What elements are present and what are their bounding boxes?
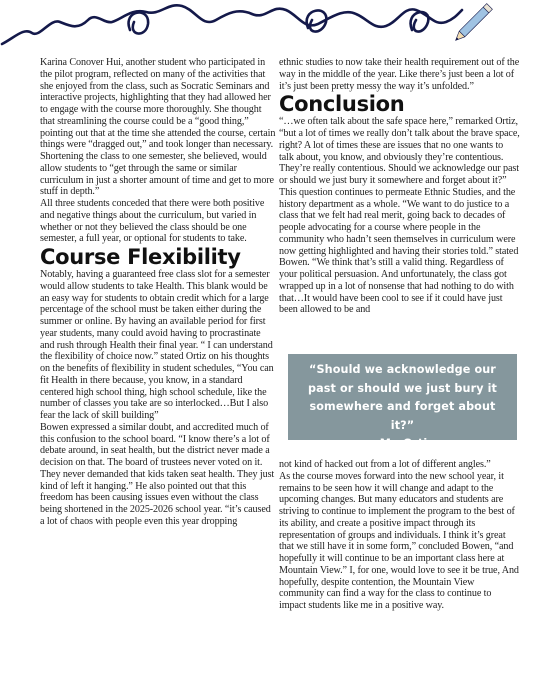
right-column-upper	[279, 57, 520, 316]
paragraph-hacked-out: not kind of hacked out from a lot of different angles.”	[279, 459, 491, 470]
loop-1	[129, 13, 149, 34]
pull-quote	[288, 354, 517, 450]
heading-conclusion: Conclusion	[279, 92, 405, 117]
paragraph-ethnic-studies-continued: ethnic studies to now take their health requirement out of the way in the middle of the year. Like there’s just been a lot of it’s just been pretty messy the way it’s unfolded.”	[279, 57, 520, 92]
loop-3	[411, 12, 429, 31]
paragraph-moving-forward: As the course moves forward into the new school year, it remains to be seen how it will change and adapt to the upcoming changes. But many educators and students are striving to continue to implement the program to the best of its ability, and create a positive impact through its representation of groups and individuals. I think it’s great that we still have it in some form,” concluded Bowen, “and hopefully it will continue to be an important class here at Mountain View.” I, for one, would love to see it be true, And hopefully, despite contention, the Mountain View community can find a way for the class to continue to impact students like me in a positive way.	[279, 470, 519, 611]
right-column-lower	[279, 459, 520, 612]
pencil-icon	[453, 4, 493, 44]
paragraph-question-permeates: This question continues to permeate Ethnic Studies, and the history department as a whole. “We want to do justice to a class that we felt had real merit, going back to decades of people advocating for a course where people in the community who hadn’t seen themselves in curriculum were now getting highlighted and having their stories told.” stated Bowen. “We think that’s still a valid thing. Regardless of your political persuasion. And unfortunately, the class got wrapped up in a lot of nonsense that had nothing to do with that…It would have been cool to see if it could have just been allowed to be and	[279, 186, 519, 316]
paragraph-all-three-students: All three students conceded that there were both positive and negative things about the curriculum, but varied in whether or not they believed the class should be one semester, a full year, or optional for students to take.	[40, 198, 265, 245]
pull-quote-attribution: - Mr. Ortiz	[371, 437, 434, 450]
left-column	[40, 57, 276, 528]
pull-quote-text: “Should we acknowledge our past or should we just bury it somewhere and forget about it?”	[308, 363, 497, 432]
header-decoration	[0, 0, 541, 62]
paragraph-guaranteed-slot: Notably, having a guaranteed free class slot for a semester would allow students to take Health. This blank would be an easy way for students to obtain credit which for a large percentage of the school must be taken either during the summer or online. By having an available period for first year students, many could avoid having to procrastinate and rush through Health their final year. “ I can understand the flexibility of choice now.” stated Ortiz on his thoughts on the benefits of flexibility in student schedules, “You can fit Health in there because, you know, in a standard centered high school thing, high school schedule, like the number of classes you take are so interlocked…But I also fear the lack of skill building”	[40, 269, 274, 421]
paragraph-bowen-doubt: Bowen expressed a similar doubt, and accredited much of this confusion to the school board. “I know there’s a lot of debate around, in seat health, but the district never made a decision on that. The board of trustees never voted on it. They never demanded that kids taken seat health. They just kind of left it hanging.” He also pointed out that this freedom has been causing issues even without the class being shortened in the 2025-2026 school year. “it’s caused a lot of chaos with people even this year dropping	[40, 421, 275, 527]
paragraph-karina: Karina Conover Hui, another student who participated in the pilot program, reflected on many of the activities that she enjoyed from the class, such as Socratic Seminars and interactive projects, highlighting that they had allowed her to engage with the course more thoroughly. She thought that streamlining the course could be a “good thing,” pointing out that at the time she attended the course, certain things were “dragged out,” and took longer than necessary. Shortening the class to one semester, she believed, would allow students to “get through the same or similar curriculum in just a shorter amount of time and get to more stuff in depth.”	[40, 57, 276, 198]
paragraph-safe-space: “…we often talk about the safe space here,” remarked Ortiz, “but a lot of times we really don’t talk about the brave space, right? A lot of times these are issues that no one wants to talk about, you know, and obviously they’re contentious. They’re really contentious. Should we acknowledge our past or should we just bury it somewhere and forget about it?”	[279, 116, 520, 186]
heading-course-flexibility: Course Flexibility	[40, 245, 241, 269]
squiggle-line	[2, 5, 462, 44]
